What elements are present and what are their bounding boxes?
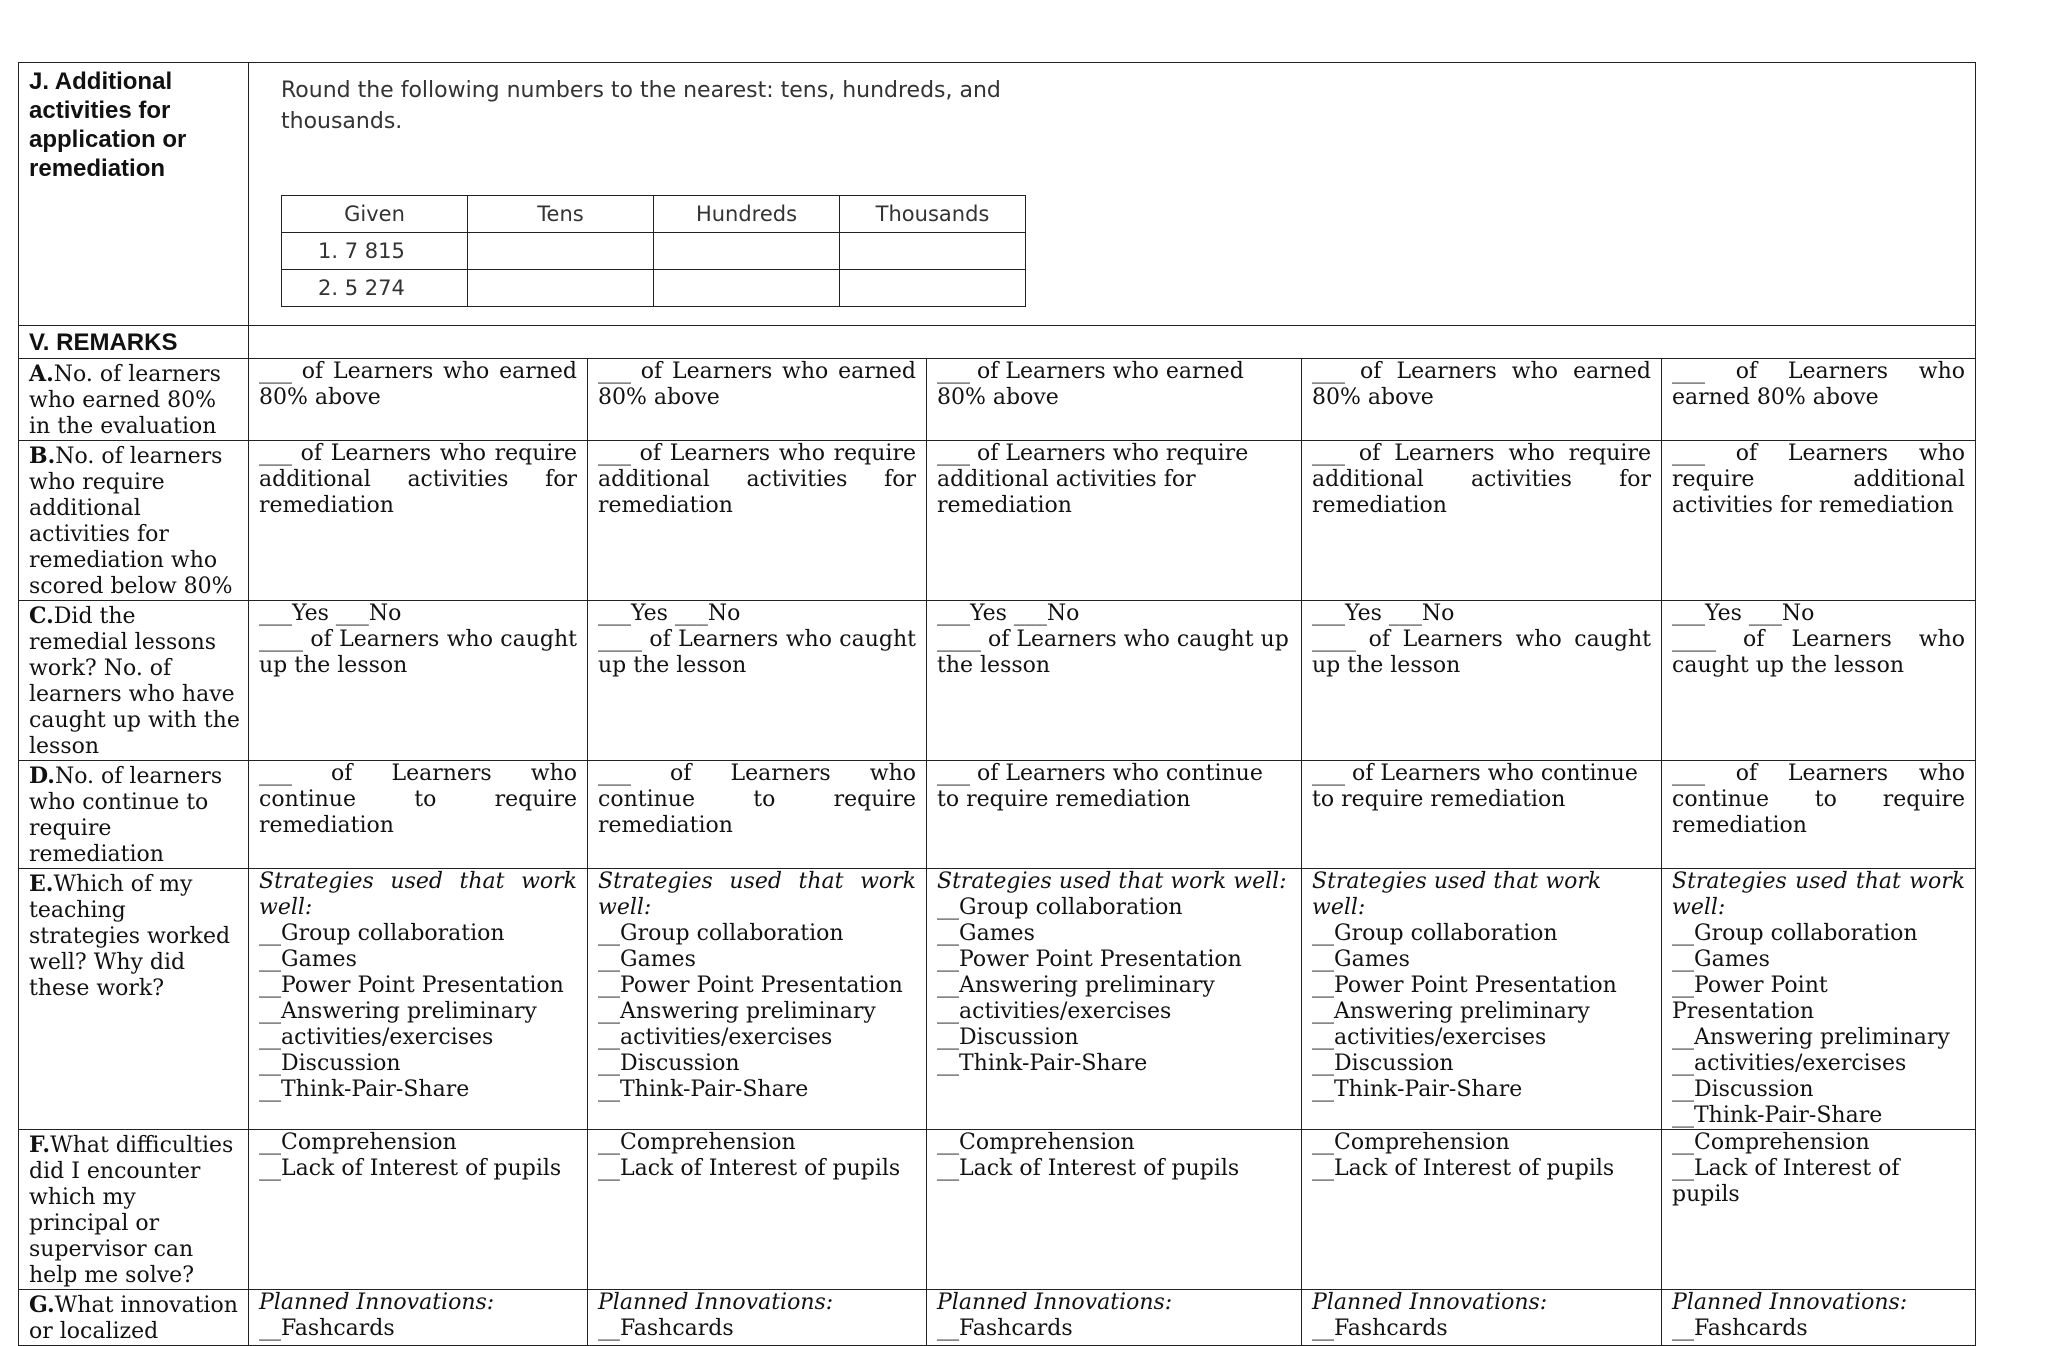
yes-no-choice[interactable]: ___Yes ___No (598, 601, 741, 626)
strategy-games[interactable]: __Games (937, 921, 1035, 946)
row-b-day-2: ___ of Learners who require additional activities for remediation (588, 441, 927, 601)
row-a-day-1: ___ of Learners who earned 80% above (249, 359, 588, 441)
innovations-heading: Planned Innovations: (937, 1290, 1173, 1315)
row-g-letter: G. (29, 1292, 55, 1318)
strategy-answering-preliminary[interactable]: __Answering preliminary (1312, 999, 1590, 1024)
strategy-group-collaboration[interactable]: __Group collaboration (598, 921, 844, 946)
row-a-letter: A. (29, 361, 54, 387)
section-j-row (19, 63, 1976, 326)
innovation-flashcards[interactable]: __Fashcards (1312, 1316, 1448, 1341)
row-f-day-3 (927, 1130, 1302, 1290)
given-value: 2. 5 274 (282, 270, 468, 307)
strategy-think-pair-share[interactable]: __Think-Pair-Share (259, 1077, 470, 1102)
remarks-label: V. REMARKS (29, 329, 178, 356)
rounding-row (282, 270, 1026, 307)
innovation-flashcards[interactable]: __Fashcards (598, 1316, 734, 1341)
section-j-label: J. Additional activities for application or remediation (29, 68, 187, 182)
row-c-day-1 (249, 601, 588, 761)
row-f-day-1 (249, 1130, 588, 1290)
strategy-power-point[interactable]: __Power Point Presentation (1312, 973, 1617, 998)
strategy-discussion[interactable]: __Discussion (937, 1025, 1079, 1050)
row-e-day-2 (588, 869, 927, 1130)
difficulty-comprehension[interactable]: __Comprehension (937, 1130, 1135, 1155)
difficulty-lack-of-interest[interactable]: __Lack of Interest of pupils (937, 1156, 1240, 1181)
row-f (19, 1130, 1976, 1290)
difficulty-lack-of-interest[interactable]: __Lack of Interest of pupils (598, 1156, 901, 1181)
row-e-day-5 (1662, 869, 1976, 1130)
hundreds-answer-cell[interactable] (654, 270, 840, 307)
row-f-letter: F. (29, 1132, 51, 1158)
strategy-think-pair-share[interactable]: __Think-Pair-Share (937, 1051, 1148, 1076)
row-g-day-1 (249, 1290, 588, 1346)
yes-no-choice[interactable]: ___Yes ___No (937, 601, 1080, 626)
strategy-activities-exercises[interactable]: __activities/exercises (259, 1025, 494, 1050)
row-b-day-1: ___ of Learners who require additional activities for remediation (249, 441, 588, 601)
strategies-heading: Strategies used that work well: (1672, 869, 1966, 920)
innovation-flashcards[interactable]: __Fashcards (259, 1316, 395, 1341)
header-given: Given (282, 196, 468, 233)
caught-up-count: ____ of Learners who caught up the lesson (1672, 627, 1966, 678)
row-g-label-cell (19, 1290, 249, 1346)
rounding-table (281, 195, 1026, 307)
strategies-heading: Strategies used that work well: (598, 869, 916, 920)
row-a-label-cell (19, 359, 249, 441)
strategies-heading: Strategies used that work well: (937, 869, 1287, 894)
section-j-content (249, 63, 1976, 326)
row-f-label-cell (19, 1130, 249, 1290)
caught-up-count: ____ of Learners who caught up the lesson (598, 627, 916, 678)
row-e-day-1 (249, 869, 588, 1130)
row-b-day-3: ___ of Learners who require additional activities for remediation (927, 441, 1302, 601)
row-g-day-2 (588, 1290, 927, 1346)
row-g-day-5 (1662, 1290, 1976, 1346)
innovation-flashcards[interactable]: __Fashcards (937, 1316, 1073, 1341)
row-c-label: Did the remedial lessons work? No. of learners who have caught up with the lesson (29, 604, 240, 759)
row-c-day-4 (1302, 601, 1662, 761)
header-hundreds: Hundreds (654, 196, 840, 233)
row-d-label-cell (19, 761, 249, 869)
lesson-plan-table (18, 62, 1976, 1346)
strategy-power-point[interactable]: __Power Point Presentation (1672, 973, 1828, 1024)
strategy-think-pair-share[interactable]: __Think-Pair-Share (598, 1077, 809, 1102)
innovation-flashcards[interactable]: __Fashcards (1672, 1316, 1808, 1341)
strategies-heading: Strategies used that work well: (1312, 869, 1602, 920)
strategy-power-point[interactable]: __Power Point Presentation (937, 947, 1242, 972)
strategy-discussion[interactable]: __Discussion (1312, 1051, 1454, 1076)
row-f-day-4 (1302, 1130, 1662, 1290)
strategy-discussion[interactable]: __Discussion (1672, 1077, 1814, 1102)
strategy-games[interactable]: __Games (1672, 947, 1770, 972)
row-a (19, 359, 1976, 441)
strategy-power-point[interactable]: __Power Point Presentation (598, 973, 903, 998)
strategy-group-collaboration[interactable]: __Group collaboration (937, 895, 1183, 920)
strategy-discussion[interactable]: __Discussion (259, 1051, 401, 1076)
difficulty-comprehension[interactable]: __Comprehension (1312, 1130, 1510, 1155)
strategy-discussion[interactable]: __Discussion (598, 1051, 740, 1076)
difficulty-lack-of-interest[interactable]: __Lack of Interest of pupils (1672, 1156, 1900, 1207)
row-a-label: No. of learners who earned 80% in the evaluation (29, 362, 221, 439)
row-c-day-2 (588, 601, 927, 761)
innovations-heading: Planned Innovations: (1672, 1290, 1908, 1315)
row-e-day-4 (1302, 869, 1662, 1130)
remarks-label-cell (19, 326, 249, 359)
row-f-day-2 (588, 1130, 927, 1290)
strategy-think-pair-share[interactable]: __Think-Pair-Share (1312, 1077, 1523, 1102)
innovations-heading: Planned Innovations: (259, 1290, 495, 1315)
strategy-activities-exercises[interactable]: __activities/exercises (1312, 1025, 1547, 1050)
given-value: 1. 7 815 (282, 233, 468, 270)
difficulty-lack-of-interest[interactable]: __Lack of Interest of pupils (1312, 1156, 1615, 1181)
rounding-row (282, 233, 1026, 270)
strategy-answering-preliminary[interactable]: __Answering preliminary (259, 999, 537, 1024)
row-f-label: What difficulties did I encounter which my principal or supervisor can help me solve? (29, 1133, 234, 1288)
row-e-letter: E. (29, 871, 54, 897)
row-c-label-cell (19, 601, 249, 761)
difficulty-lack-of-interest[interactable]: __Lack of Interest of pupils (259, 1156, 562, 1181)
caught-up-count: ____ of Learners who caught up the lesson (259, 627, 577, 678)
remarks-row (19, 326, 1976, 359)
row-d-label: No. of learners who continue to require remediation (29, 764, 223, 867)
strategies-heading: Strategies used that work well: (259, 869, 577, 920)
row-b-label: No. of learners who require additional activities for remediation who scored below 80% (29, 444, 233, 599)
row-d-day-5: ___ of Learners who continue to require remediation (1662, 761, 1976, 869)
section-j-label-cell (19, 63, 249, 326)
row-b-day-4: ___ of Learners who require additional activities for remediation (1302, 441, 1662, 601)
strategy-games[interactable]: __Games (598, 947, 696, 972)
row-a-day-2: ___ of Learners who earned 80% above (588, 359, 927, 441)
strategy-activities-exercises[interactable]: __activities/exercises (1672, 1051, 1907, 1076)
row-e-label: Which of my teaching strategies worked well? Why did these work? (29, 872, 231, 1001)
rounding-header-row (282, 196, 1026, 233)
strategy-think-pair-share[interactable]: __Think-Pair-Share (1672, 1103, 1883, 1128)
tens-answer-cell[interactable] (468, 270, 654, 307)
row-c-day-3 (927, 601, 1302, 761)
row-e (19, 869, 1976, 1130)
header-tens: Tens (468, 196, 654, 233)
strategy-answering-preliminary[interactable]: __Answering preliminary (937, 973, 1215, 998)
strategy-group-collaboration[interactable]: __Group collaboration (1672, 921, 1918, 946)
tens-answer-cell[interactable] (468, 233, 654, 270)
strategy-activities-exercises[interactable]: __activities/exercises (937, 999, 1172, 1024)
yes-no-choice[interactable]: ___Yes ___No (259, 601, 402, 626)
innovations-heading: Planned Innovations: (1312, 1290, 1548, 1315)
row-c (19, 601, 1976, 761)
row-a-day-5: ___ of Learners who earned 80% above (1662, 359, 1976, 441)
row-b-day-5: ___ of Learners who require additional activities for remediation (1662, 441, 1976, 601)
row-e-label-cell (19, 869, 249, 1130)
difficulty-comprehension[interactable]: __Comprehension (1672, 1130, 1870, 1155)
difficulty-comprehension[interactable]: __Comprehension (259, 1130, 457, 1155)
caught-up-count: ____ of Learners who caught up the lesson (1312, 627, 1651, 678)
hundreds-answer-cell[interactable] (654, 233, 840, 270)
strategy-answering-preliminary[interactable]: __Answering preliminary (1672, 1025, 1950, 1050)
strategy-group-collaboration[interactable]: __Group collaboration (1312, 921, 1558, 946)
strategy-games[interactable]: __Games (1312, 947, 1410, 972)
header-thousands: Thousands (840, 196, 1026, 233)
innovations-heading: Planned Innovations: (598, 1290, 834, 1315)
row-d-day-1: ___ of Learners who continue to require remediation (249, 761, 588, 869)
row-d-day-4: ___ of Learners who continue to require remediation (1302, 761, 1662, 869)
strategy-activities-exercises[interactable]: __activities/exercises (598, 1025, 833, 1050)
row-b (19, 441, 1976, 601)
thousands-answer-cell[interactable] (840, 233, 1026, 270)
remarks-content-cell (249, 326, 1976, 359)
strategy-group-collaboration[interactable]: __Group collaboration (259, 921, 505, 946)
row-e-day-3 (927, 869, 1302, 1130)
rounding-instruction: Round the following numbers to the nearest: tens, hundreds, and thousands. (281, 78, 1001, 134)
row-d-day-2: ___ of Learners who continue to require remediation (588, 761, 927, 869)
row-a-day-4: ___ of Learners who earned 80% above (1302, 359, 1662, 441)
row-c-day-5 (1662, 601, 1976, 761)
row-d-day-3: ___ of Learners who continue to require remediation (927, 761, 1302, 869)
yes-no-choice[interactable]: ___Yes ___No (1312, 601, 1455, 626)
row-b-letter: B. (29, 443, 56, 469)
strategy-power-point[interactable]: __Power Point Presentation (259, 973, 564, 998)
row-a-day-3: ___ of Learners who earned 80% above (927, 359, 1302, 441)
row-d-letter: D. (29, 763, 55, 789)
thousands-answer-cell[interactable] (840, 270, 1026, 307)
yes-no-choice[interactable]: ___Yes ___No (1672, 601, 1815, 626)
row-g-day-4 (1302, 1290, 1662, 1346)
row-g (19, 1290, 1976, 1346)
row-g-day-3 (927, 1290, 1302, 1346)
caught-up-count: ____ of Learners who caught up the lesson (937, 627, 1289, 678)
strategy-games[interactable]: __Games (259, 947, 357, 972)
row-d (19, 761, 1976, 869)
row-c-letter: C. (29, 603, 54, 629)
row-g-label: What innovation or localized (29, 1293, 238, 1344)
difficulty-comprehension[interactable]: __Comprehension (598, 1130, 796, 1155)
strategy-answering-preliminary[interactable]: __Answering preliminary (598, 999, 876, 1024)
row-b-label-cell (19, 441, 249, 601)
row-f-day-5 (1662, 1130, 1976, 1290)
